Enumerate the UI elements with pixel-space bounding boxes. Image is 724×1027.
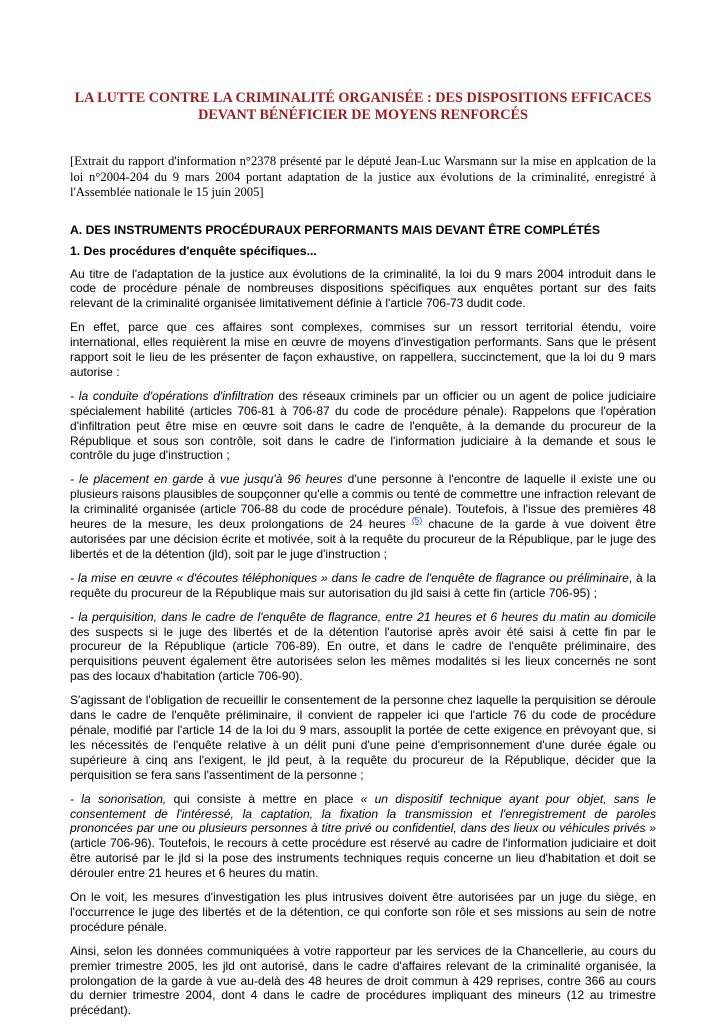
paragraph-garde-a-vue — [70, 472, 656, 561]
paragraph-infiltration — [70, 389, 656, 464]
perquisition-emphasis: - la perquisition, dans le cadre de l'enquête de flagrance, entre 21 heures et 6 heures du matin au domicile — [70, 609, 656, 624]
paragraph-intro: Au titre de l'adaptation de la justice aux évolutions de la criminalité, la loi du 9 mars 2004 introduit dans le code de procédure pénale de nombreuses dispositions spécifiques aux enquêtes portant sur des faits relevant de la criminalité organisée limitativement définie à l'article 706-73 dudit code. — [70, 266, 656, 311]
paragraph-sonorisation — [70, 792, 656, 881]
sonorisation-text: qui consiste à mettre en place — [166, 791, 361, 806]
section-heading-a: A. DES INSTRUMENTS PROCÉDURAUX PERFORMANTS MAIS DEVANT ÊTRE COMPLÉTÉS — [70, 222, 600, 237]
document-page — [70, 90, 656, 1027]
garde-a-vue-text-cont: chacune de la garde à vue doivent être autorisées par une décision écrite et motivée, soit à la requête du procureur de la République, par le juge des libertés et de la détention (jld), soit par le juge d'instruction ; — [70, 517, 657, 561]
sonorisation-emphasis: - la sonorisation, — [70, 791, 167, 806]
sonorisation-quote: « un dispositif technique ayant pour objet, sans le consentement de l'intéressé, la captation, la fixation la transmission et l'enregistrement de paroles prononcées par une ou plusieurs personnes à titre privé ou confidentiel, dans des lieux ou véhicules privés » — [70, 791, 656, 836]
ecoutes-text: , à la requête du procureur de la République mais sur autorisation du jld saisi à cette fin (article 706-95) ; — [70, 570, 656, 600]
paragraph-context: En effet, parce que ces affaires sont complexes, commises sur un ressort territorial étendu, voire international, elles requièrent la mise en œuvre de moyens d'investigation performants. Sans que le présent rapport soit le lieu de les présenter de façon exhaustive, on rappellera, succinctement, que la loi du 9 mars autorise : — [70, 320, 656, 379]
infiltration-emphasis: - la conduite d'opérations d'infiltration — [70, 388, 274, 403]
sonorisation-text-cont: (article 706-96). Toutefois, le recours à cette procédure est réservé au cadre de l'information judiciaire et doit être autorisé par le jld si la pose des instruments techniques requis concerne un lieu d'habitation et doit se dérouler entre 21 heures et 6 heures du matin. — [70, 836, 656, 881]
garde-a-vue-emphasis: - le placement en garde à vue jusqu'à 96 heures — [70, 472, 343, 487]
footnote-link[interactable]: (5) — [411, 515, 423, 526]
footnote-ref — [412, 515, 422, 525]
title-line-2: DEVANT BÉNÉFICIER DE MOYENS RENFORCÉS — [198, 107, 528, 123]
infiltration-text: des réseaux criminels par un officier ou un agent de police judiciaire spécialement habilité (articles 706-81 à 706-87 du code de procédure pénale). Rappelons que l'opération d'infiltration peut être mise en œuvre soit dans le cadre de l'enquête, à la demande du procureur de la République et sous son contrôle, soit dans le cadre de l'information judiciaire à la demande et sous le contrôle du juge d'instruction ; — [70, 388, 656, 463]
document-title — [70, 90, 656, 124]
garde-a-vue-text: d'une personne à l'encontre de laquelle il existe une ou plusieurs raisons plausibles de soupçonner qu'elle a commis ou tenté de commettre une infraction relevant de la criminalité organisée (article 706-88 du code de procédure pénale). Toutefois, à l'issue des premières 48 heures de la mesure, les deux prolongations de 24 heures — [70, 472, 656, 532]
perquisition-text: des suspects si le juge des libertés et de la détention l'autorise après avoir été saisi à cette fin par le procureur de la République (article 706-89). En outre, et dans le cadre de l'enquête préliminaire, des perquisitions peuvent également être autorisées selon les mêmes modalités si les lieux concernés ne sont pas des locaux d'habitation (article 706-90). — [70, 624, 656, 684]
paragraph-ecoutes — [70, 571, 656, 601]
ecoutes-emphasis: - la mise en œuvre « d'écoutes téléphoniques » dans le cadre de l'enquête de flagrance ou préliminaire — [70, 570, 629, 585]
subsection-heading-1: 1. Des procédures d'enquête spécifiques... — [70, 243, 317, 258]
report-extract-note: [Extrait du rapport d'information n°2378 présenté par le député Jean-Luc Warsmann sur la mise en applcation de la loi n°2004-204 du 9 mars 2004 portant adaptation de la justice aux évolutions de la criminalité, enregistré à l'Assemblée nationale le 15 juin 2005] — [70, 154, 656, 199]
paragraph-juge-siege: On le voit, les mesures d'investigation les plus intrusives doivent être autorisées par un juge du siège, en l'occurrence le juge des libertés et de la détention, ce qui conforte son rôle et ses missions au sein de notre procédure pénale. — [70, 890, 656, 934]
paragraph-statistiques: Ainsi, selon les données communiquées à votre rapporteur par les services de la Chancellerie, au cours du premier trimestre 2005, les jld ont autorisé, dans le cadre d'affaires relevant de la criminalité organisée, la prolongation de la garde à vue au-delà des 48 heures de droit commun à 429 reprises, contre 366 au cours du dernier trimestre 2004, dont 4 dans le cadre de procédures impliquant des mineurs (12 au trimestre précédant). — [70, 943, 656, 1018]
paragraph-consentement: S'agissant de l'obligation de recueillir le consentement de la personne chez laquelle la perquisition se déroule dans le cadre de l'enquête préliminaire, il convient de rappeler ici que l'article 76 du code de procédure pénale, modifié par l'article 14 de la loi du 9 mars, assouplit la portée de cette exigence en prévoyant que, si les nécessités de l'enquête relative à un délit puni d'une peine d'emprisonnement d'une durée égale ou supérieure à cinq ans l'exigent, le jld peut, à la requête du procureur de la République, décider que la perquisition se fera sans l'assentiment de la personne ; — [70, 693, 656, 782]
title-line-1: LA LUTTE CONTRE LA CRIMINALITÉ ORGANISÉE : DES DISPOSITIONS EFFICACES — [74, 90, 652, 106]
paragraph-perquisition — [70, 610, 656, 685]
